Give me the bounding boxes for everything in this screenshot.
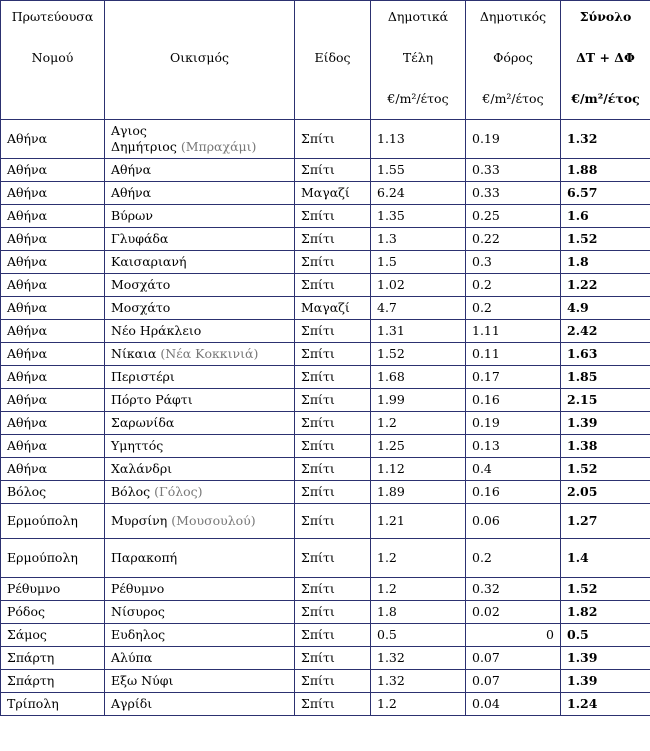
cell-fees: 1.12 bbox=[371, 458, 466, 481]
cell-type: Σπίτι bbox=[295, 693, 371, 716]
header-total: Σύνολο ΔΤ + ΔΦ €/m²/έτος bbox=[561, 1, 650, 120]
cell-tax: 0.3 bbox=[466, 251, 561, 274]
cell-tax: 0 bbox=[466, 624, 561, 647]
cell-type: Σπίτι bbox=[295, 601, 371, 624]
cell-fees: 1.2 bbox=[371, 539, 466, 578]
cell-capital: Αθήνα bbox=[1, 120, 105, 159]
table-row bbox=[1, 670, 650, 693]
cell-type: Σπίτι bbox=[295, 274, 371, 297]
cell-total: 1.39 bbox=[561, 412, 650, 435]
cell-settlement: Αλύπα bbox=[105, 647, 295, 670]
table-row bbox=[1, 389, 650, 412]
cell-fees: 1.89 bbox=[371, 481, 466, 504]
header-capital: Πρωτεύουσα Νομού bbox=[1, 1, 105, 120]
cell-capital: Ρέθυμνο bbox=[1, 578, 105, 601]
cell-fees: 1.5 bbox=[371, 251, 466, 274]
cell-tax: 0.02 bbox=[466, 601, 561, 624]
cell-settlement: Μοσχάτο bbox=[105, 274, 295, 297]
cell-type: Σπίτι bbox=[295, 647, 371, 670]
cell-settlement: Υμηττός bbox=[105, 435, 295, 458]
table-row bbox=[1, 228, 650, 251]
cell-fees: 0.5 bbox=[371, 624, 466, 647]
cell-capital: Αθήνα bbox=[1, 389, 105, 412]
table-row bbox=[1, 205, 650, 228]
cell-type: Σπίτι bbox=[295, 481, 371, 504]
cell-capital: Ερμούπολη bbox=[1, 539, 105, 578]
cell-fees: 1.32 bbox=[371, 647, 466, 670]
cell-tax: 0.17 bbox=[466, 366, 561, 389]
cell-capital: Τρίπολη bbox=[1, 693, 105, 716]
header-type: Είδος bbox=[295, 1, 371, 120]
cell-type: Σπίτι bbox=[295, 670, 371, 693]
table-row bbox=[1, 539, 650, 578]
table-row bbox=[1, 412, 650, 435]
cell-capital: Αθήνα bbox=[1, 320, 105, 343]
cell-total: 2.05 bbox=[561, 481, 650, 504]
cell-type: Σπίτι bbox=[295, 159, 371, 182]
cell-capital: Αθήνα bbox=[1, 297, 105, 320]
cell-capital: Αθήνα bbox=[1, 435, 105, 458]
header-municipal-tax: Δημοτικός Φόρος €/m²/έτος bbox=[466, 1, 561, 120]
table-row bbox=[1, 693, 650, 716]
cell-type: Σπίτι bbox=[295, 458, 371, 481]
cell-settlement: Σαρωνίδα bbox=[105, 412, 295, 435]
cell-total: 1.39 bbox=[561, 647, 650, 670]
cell-total: 1.22 bbox=[561, 274, 650, 297]
cell-capital: Βόλος bbox=[1, 481, 105, 504]
cell-tax: 0.2 bbox=[466, 297, 561, 320]
cell-total: 2.42 bbox=[561, 320, 650, 343]
cell-settlement: Αθήνα bbox=[105, 182, 295, 205]
cell-type: Σπίτι bbox=[295, 366, 371, 389]
cell-capital: Αθήνα bbox=[1, 458, 105, 481]
cell-tax: 0.4 bbox=[466, 458, 561, 481]
header-municipal-fees: Δημοτικά Τέλη €/m²/έτος bbox=[371, 1, 466, 120]
cell-fees: 1.52 bbox=[371, 343, 466, 366]
cell-type: Σπίτι bbox=[295, 389, 371, 412]
cell-fees: 6.24 bbox=[371, 182, 466, 205]
cell-tax: 0.33 bbox=[466, 159, 561, 182]
cell-type: Σπίτι bbox=[295, 504, 371, 539]
cell-total: 0.5 bbox=[561, 624, 650, 647]
table-row bbox=[1, 458, 650, 481]
cell-settlement: Εξω Νύφι bbox=[105, 670, 295, 693]
cell-total: 1.8 bbox=[561, 251, 650, 274]
cell-fees: 1.68 bbox=[371, 366, 466, 389]
cell-type: Σπίτι bbox=[295, 120, 371, 159]
table-body bbox=[1, 120, 650, 716]
cell-tax: 0.19 bbox=[466, 120, 561, 159]
cell-fees: 1.02 bbox=[371, 274, 466, 297]
cell-tax: 0.32 bbox=[466, 578, 561, 601]
table-row bbox=[1, 251, 650, 274]
cell-tax: 0.16 bbox=[466, 389, 561, 412]
cell-capital: Σπάρτη bbox=[1, 670, 105, 693]
cell-settlement: Βύρων bbox=[105, 205, 295, 228]
cell-total: 1.85 bbox=[561, 366, 650, 389]
cell-tax: 0.22 bbox=[466, 228, 561, 251]
cell-tax: 1.11 bbox=[466, 320, 561, 343]
cell-settlement: Περιστέρι bbox=[105, 366, 295, 389]
table-row bbox=[1, 578, 650, 601]
cell-settlement: Ρέθυμνο bbox=[105, 578, 295, 601]
cell-fees: 1.2 bbox=[371, 412, 466, 435]
cell-type: Μαγαζί bbox=[295, 297, 371, 320]
cell-tax: 0.11 bbox=[466, 343, 561, 366]
cell-capital: Αθήνα bbox=[1, 159, 105, 182]
cell-settlement: Νίσυρος bbox=[105, 601, 295, 624]
cell-capital: Σπάρτη bbox=[1, 647, 105, 670]
cell-type: Σπίτι bbox=[295, 435, 371, 458]
cell-total: 1.52 bbox=[561, 458, 650, 481]
cell-fees: 1.3 bbox=[371, 228, 466, 251]
cell-capital: Ρόδος bbox=[1, 601, 105, 624]
cell-type: Σπίτι bbox=[295, 205, 371, 228]
table-row bbox=[1, 624, 650, 647]
cell-capital: Σάμος bbox=[1, 624, 105, 647]
cell-total: 4.9 bbox=[561, 297, 650, 320]
cell-fees: 1.32 bbox=[371, 670, 466, 693]
cell-total: 1.39 bbox=[561, 670, 650, 693]
cell-tax: 0.06 bbox=[466, 504, 561, 539]
table-row bbox=[1, 601, 650, 624]
table-row bbox=[1, 320, 650, 343]
cell-fees: 1.13 bbox=[371, 120, 466, 159]
table-row bbox=[1, 647, 650, 670]
cell-settlement: Αγιος Δημήτριος (Μπραχάμι) bbox=[105, 120, 295, 159]
table-row bbox=[1, 343, 650, 366]
cell-tax: 0.2 bbox=[466, 539, 561, 578]
cell-settlement: Γλυφάδα bbox=[105, 228, 295, 251]
table-row bbox=[1, 504, 650, 539]
cell-settlement: Χαλάνδρι bbox=[105, 458, 295, 481]
cell-type: Σπίτι bbox=[295, 320, 371, 343]
cell-settlement: Αγρίδι bbox=[105, 693, 295, 716]
cell-settlement: Πόρτο Ράφτι bbox=[105, 389, 295, 412]
cell-capital: Αθήνα bbox=[1, 274, 105, 297]
table-header bbox=[1, 1, 650, 120]
table-row bbox=[1, 366, 650, 389]
cell-tax: 0.13 bbox=[466, 435, 561, 458]
cell-total: 1.4 bbox=[561, 539, 650, 578]
cell-tax: 0.2 bbox=[466, 274, 561, 297]
cell-capital: Αθήνα bbox=[1, 343, 105, 366]
cell-total: 1.88 bbox=[561, 159, 650, 182]
table-row bbox=[1, 182, 650, 205]
cell-fees: 1.25 bbox=[371, 435, 466, 458]
cell-type: Σπίτι bbox=[295, 624, 371, 647]
cell-fees: 1.21 bbox=[371, 504, 466, 539]
cell-settlement: Παρακοπή bbox=[105, 539, 295, 578]
cell-total: 1.24 bbox=[561, 693, 650, 716]
cell-type: Σπίτι bbox=[295, 578, 371, 601]
cell-settlement: Μοσχάτο bbox=[105, 297, 295, 320]
cell-total: 1.6 bbox=[561, 205, 650, 228]
cell-fees: 1.55 bbox=[371, 159, 466, 182]
cell-total: 1.52 bbox=[561, 578, 650, 601]
cell-type: Σπίτι bbox=[295, 539, 371, 578]
cell-tax: 0.19 bbox=[466, 412, 561, 435]
header-settlement: Οικισμός bbox=[105, 1, 295, 120]
cell-total: 1.32 bbox=[561, 120, 650, 159]
cell-fees: 4.7 bbox=[371, 297, 466, 320]
cell-total: 6.57 bbox=[561, 182, 650, 205]
cell-capital: Ερμούπολη bbox=[1, 504, 105, 539]
cell-capital: Αθήνα bbox=[1, 412, 105, 435]
table-row bbox=[1, 435, 650, 458]
cell-settlement: Καισαριανή bbox=[105, 251, 295, 274]
cell-fees: 1.8 bbox=[371, 601, 466, 624]
cell-type: Σπίτι bbox=[295, 412, 371, 435]
cell-tax: 0.16 bbox=[466, 481, 561, 504]
cell-tax: 0.04 bbox=[466, 693, 561, 716]
cell-capital: Αθήνα bbox=[1, 182, 105, 205]
cell-total: 1.38 bbox=[561, 435, 650, 458]
table-row bbox=[1, 274, 650, 297]
cell-total: 1.63 bbox=[561, 343, 650, 366]
cell-total: 1.27 bbox=[561, 504, 650, 539]
table-row bbox=[1, 159, 650, 182]
cell-total: 1.52 bbox=[561, 228, 650, 251]
cell-tax: 0.07 bbox=[466, 670, 561, 693]
cell-total: 1.82 bbox=[561, 601, 650, 624]
cell-tax: 0.07 bbox=[466, 647, 561, 670]
cell-settlement: Ευδηλος bbox=[105, 624, 295, 647]
cell-capital: Αθήνα bbox=[1, 228, 105, 251]
cell-total: 2.15 bbox=[561, 389, 650, 412]
cell-settlement: Αθήνα bbox=[105, 159, 295, 182]
cell-tax: 0.33 bbox=[466, 182, 561, 205]
cell-fees: 1.35 bbox=[371, 205, 466, 228]
cell-type: Σπίτι bbox=[295, 251, 371, 274]
table-row bbox=[1, 481, 650, 504]
cell-settlement: Μυρσίνη (Μουσουλού) bbox=[105, 504, 295, 539]
cell-settlement: Νέο Ηράκλειο bbox=[105, 320, 295, 343]
table-row bbox=[1, 120, 650, 159]
cell-settlement: Βόλος (Γόλος) bbox=[105, 481, 295, 504]
cell-tax: 0.25 bbox=[466, 205, 561, 228]
cell-fees: 1.2 bbox=[371, 578, 466, 601]
cell-fees: 1.99 bbox=[371, 389, 466, 412]
cell-capital: Αθήνα bbox=[1, 251, 105, 274]
cell-type: Σπίτι bbox=[295, 343, 371, 366]
table-row bbox=[1, 297, 650, 320]
header-row bbox=[1, 1, 650, 120]
cell-capital: Αθήνα bbox=[1, 205, 105, 228]
cell-capital: Αθήνα bbox=[1, 366, 105, 389]
cell-type: Μαγαζί bbox=[295, 182, 371, 205]
cell-fees: 1.2 bbox=[371, 693, 466, 716]
cell-fees: 1.31 bbox=[371, 320, 466, 343]
cell-type: Σπίτι bbox=[295, 228, 371, 251]
cell-settlement: Νίκαια (Νέα Κοκκινιά) bbox=[105, 343, 295, 366]
